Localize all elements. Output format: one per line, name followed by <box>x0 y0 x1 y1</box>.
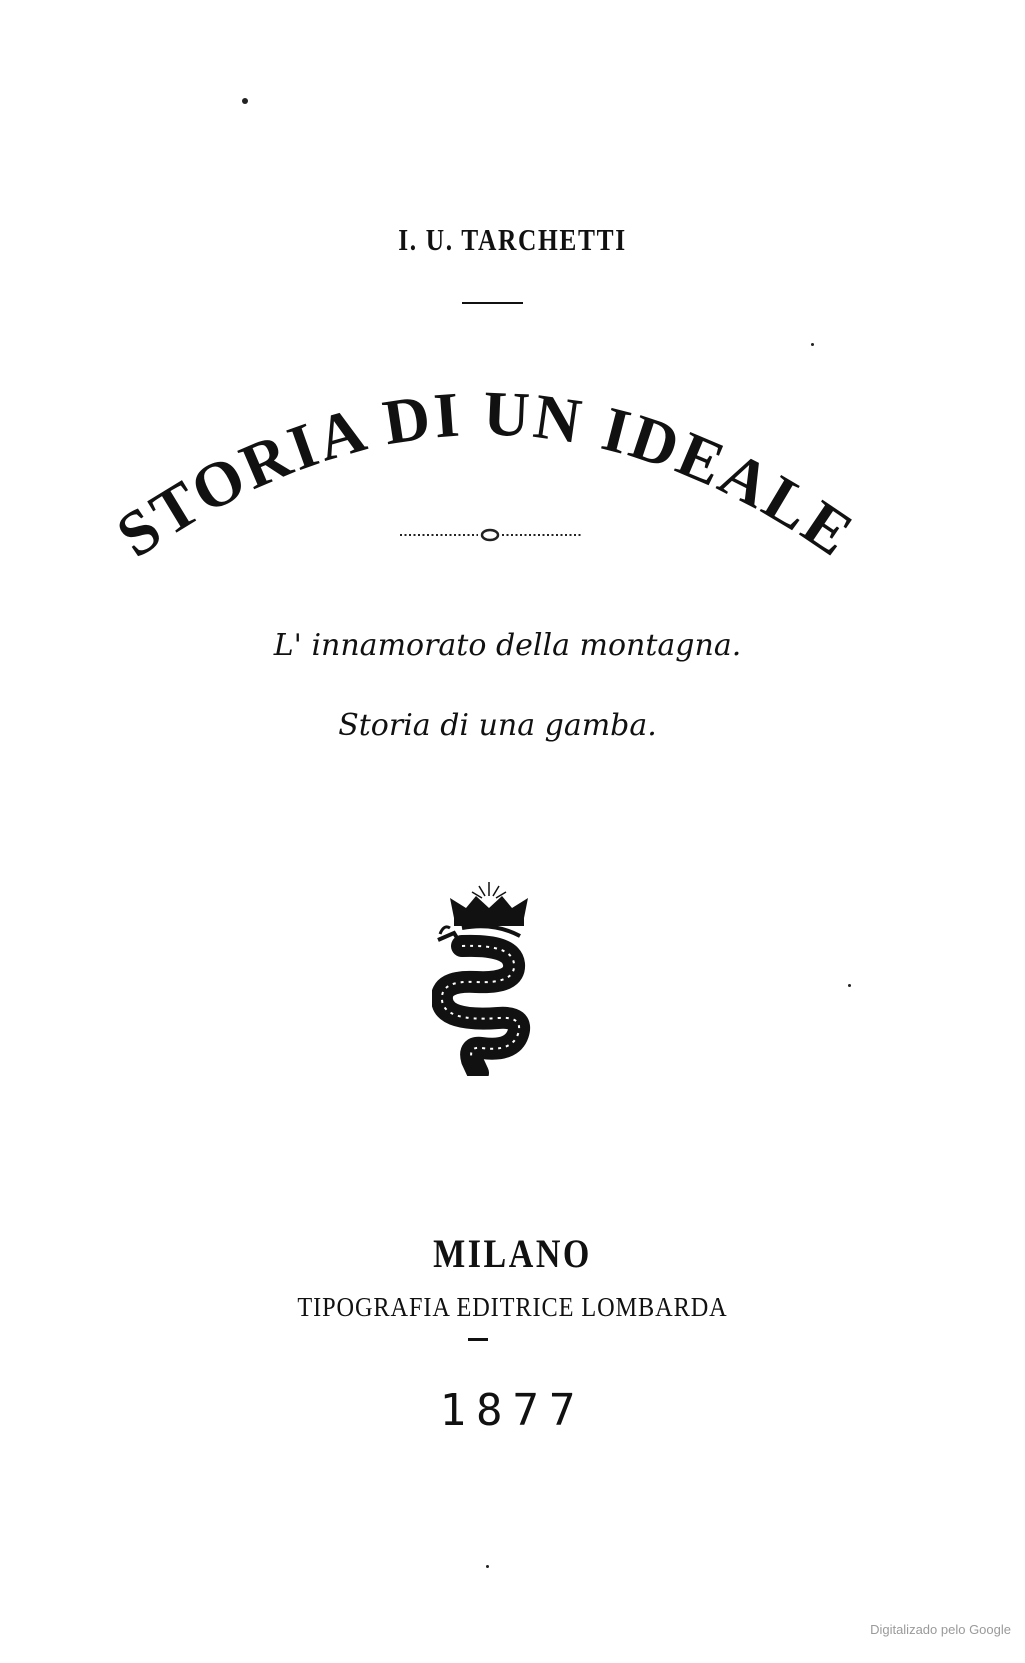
author-name: I. U. TARCHETTI <box>398 222 627 257</box>
subtitle-2: Storia di una gamba. <box>338 708 657 743</box>
publication-city: MILANO <box>433 1231 592 1276</box>
biscione-crest-icon <box>432 878 542 1076</box>
google-watermark: Digitalizado pelo Google <box>870 1622 1011 1637</box>
ornament-divider <box>400 525 585 545</box>
scan-speck <box>848 984 851 987</box>
book-title-path: STORIA DI UN IDEALE <box>104 377 868 571</box>
subtitle-1: L' innamorato della montagna. <box>273 628 742 663</box>
title-divider <box>462 302 523 304</box>
book-title <box>0 330 1025 590</box>
publication-year: 1877 <box>439 1385 586 1436</box>
publisher-divider <box>468 1338 488 1341</box>
scan-speck <box>242 98 248 104</box>
scan-speck <box>486 1565 489 1568</box>
publisher-name: TIPOGRAFIA EDITRICE LOMBARDA <box>297 1292 728 1322</box>
